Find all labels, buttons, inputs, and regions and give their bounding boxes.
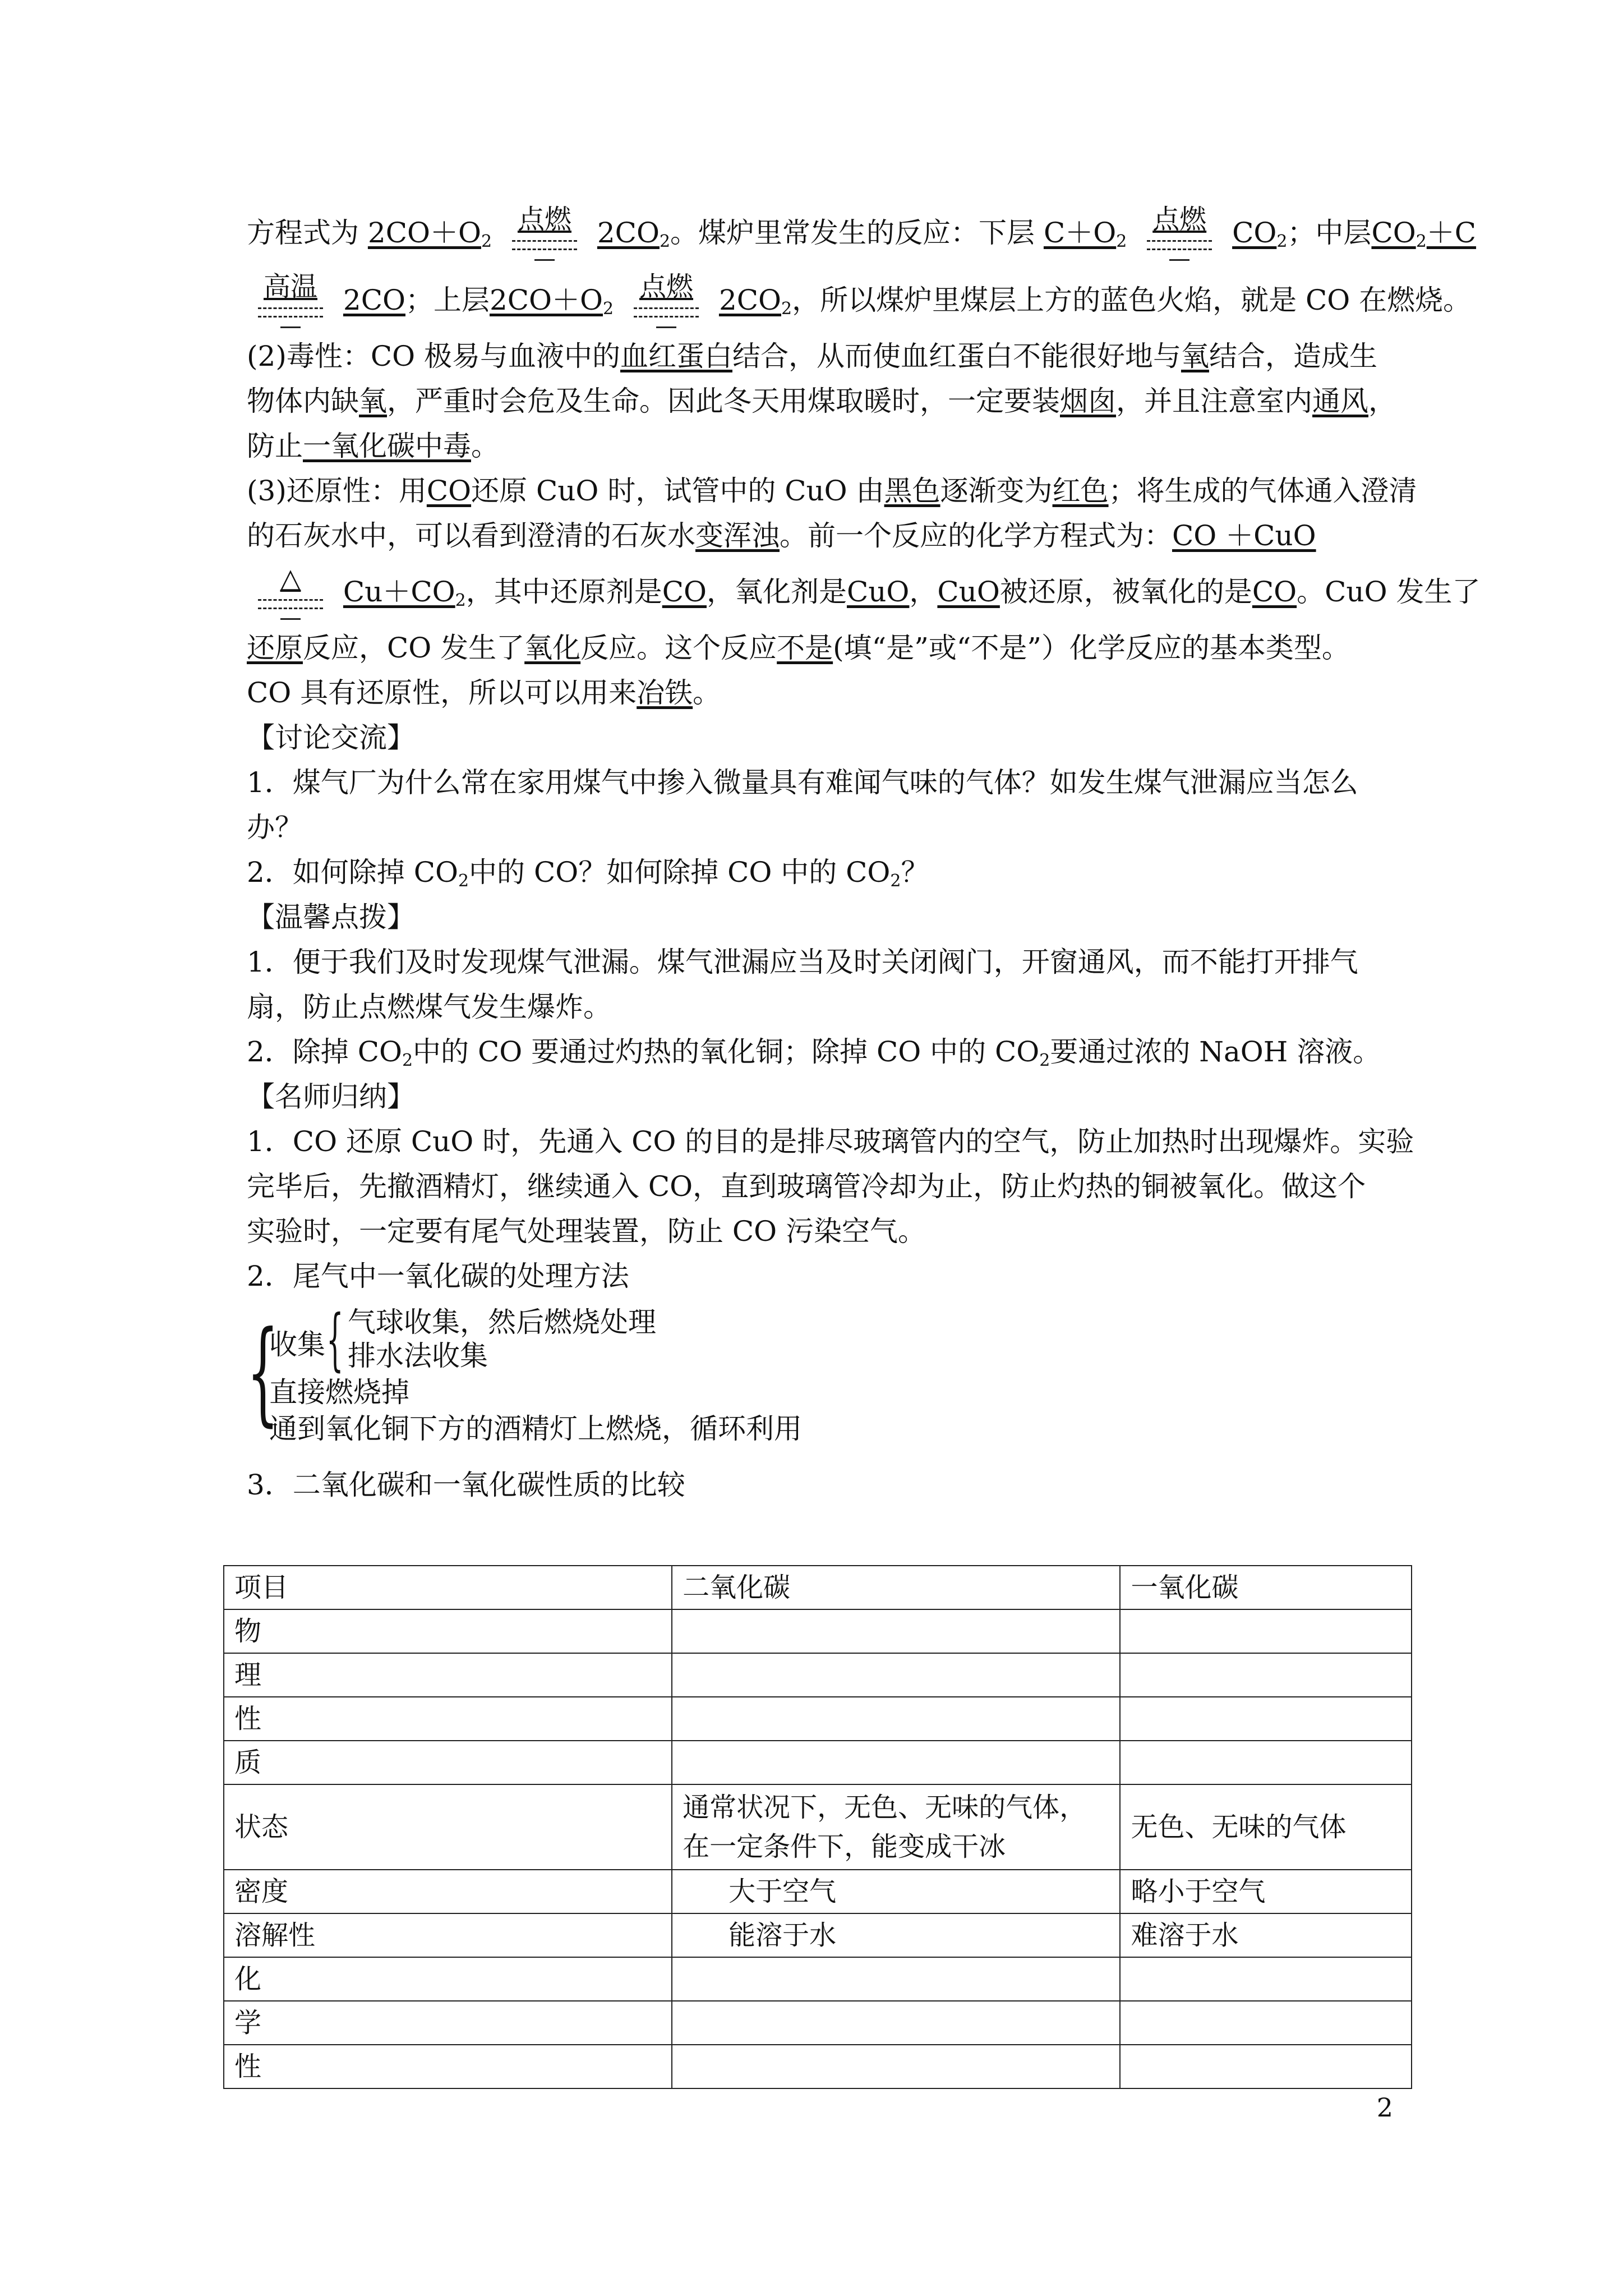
table-cell bbox=[672, 2045, 1120, 2088]
condition-ignite: 点燃 bbox=[511, 210, 578, 260]
brace-item-balloon: 气球收集，然后燃烧处理 bbox=[348, 1306, 656, 1338]
summary-heading: 【名师归纳】 bbox=[247, 1080, 415, 1113]
table-row bbox=[224, 1913, 1412, 1957]
text: 。煤炉里常发生的反应：下层 bbox=[670, 217, 1035, 249]
equation-underline: $2CO+O_2$ bbox=[489, 284, 614, 319]
discuss-heading: 【讨论交流】 bbox=[247, 721, 415, 754]
toxicity-line-1: (2)毒性：CO 极易与血液中的血红蛋白结合，从而使血红蛋白不能很好地与氧结合，造成生 bbox=[247, 340, 1377, 372]
comparison-table bbox=[223, 1565, 1412, 2089]
reduction-line-3: △ $Cu+CO_2$，其中还原剂是CO，氧化剂是CuO，CuO被还原，被氧化的是CO。CuO 发生了 bbox=[247, 558, 1391, 625]
equation-underline: $2CO_2$ bbox=[597, 217, 671, 251]
table-cell: 状态 bbox=[224, 1784, 672, 1870]
text: ，所以煤炉里煤层上方的蓝色火焰，就是 CO 在燃烧。 bbox=[792, 284, 1472, 316]
table-cell bbox=[672, 1957, 1120, 2001]
text: ；中层 bbox=[1287, 217, 1372, 249]
table-row bbox=[224, 1653, 1412, 1697]
table-cell bbox=[672, 2001, 1120, 2045]
table-cell: 性 bbox=[224, 2045, 672, 2088]
summary-item-1-cont2: 实验时，一定要有尾气处理装置，防止 CO 污染空气。 bbox=[247, 1215, 926, 1248]
table-cell: 化 bbox=[224, 1957, 672, 2001]
table-cell: 物 bbox=[224, 1609, 672, 1653]
table-cell bbox=[1120, 2001, 1412, 2045]
reduction-line-1: (3)还原性：用CO还原 CuO 时，试管中的 CuO 由黑色逐渐变为红色；将生成的气体通入澄清 bbox=[247, 475, 1417, 507]
discuss-item-1-cont: 办？ bbox=[247, 811, 303, 844]
table-cell: 通常状况下，无色、无味的气体，在一定条件下，能变成干冰 bbox=[672, 1784, 1120, 1870]
table-cell bbox=[1120, 2045, 1412, 2088]
table-header-row bbox=[224, 1566, 1412, 1609]
reduction-line-2: 的石灰水中，可以看到澄清的石灰水变浑浊。前一个反应的化学方程式为：CO ＋CuO bbox=[247, 519, 1316, 552]
equation-underline: $CO_2+C$ bbox=[1371, 217, 1477, 251]
table-header-cell: 项目 bbox=[224, 1566, 672, 1609]
equation-underline: $C+O_2$ bbox=[1043, 217, 1127, 251]
inner-brace-icon: { bbox=[326, 1301, 344, 1379]
equation-underline: $Cu+CO_2$ bbox=[343, 576, 466, 610]
table-cell bbox=[1120, 1957, 1412, 2001]
table-header-cell: 二氧化碳 bbox=[672, 1566, 1120, 1609]
table-header-cell: 一氧化碳 bbox=[1120, 1566, 1412, 1609]
page-number: 2 bbox=[1376, 2092, 1393, 2123]
toxicity-line-2: 物体内缺氧，严重时会危及生命。因此冬天用煤取暖时，一定要装烟囱，并且注意室内通风， bbox=[247, 385, 1396, 417]
text: ；上层 bbox=[405, 284, 490, 316]
discuss-item-2: 2．如何除掉 $CO_2$中的 CO？如何除掉 CO 中的 $CO_2$？ bbox=[247, 856, 929, 891]
table-cell: 学 bbox=[224, 2001, 672, 2045]
discuss-item-1: 1．煤气厂为什么常在家用煤气中掺入微量具有难闻气味的气体？如发生煤气泄漏应当怎么 bbox=[247, 766, 1358, 799]
table-row bbox=[224, 1697, 1412, 1741]
condition-ignite: 点燃 bbox=[1146, 210, 1213, 260]
equation-underline: $2CO+O_2$ bbox=[367, 217, 492, 251]
document-body bbox=[247, 199, 1481, 1507]
summary-item-1-cont: 完毕后，先撤酒精灯，继续通入 CO，直到玻璃管冷却为止，防止灼热的铜被氧化。做这个 bbox=[247, 1170, 1366, 1203]
table-row bbox=[224, 2001, 1412, 2045]
text: 方程式为 bbox=[247, 217, 359, 249]
table-cell bbox=[672, 1741, 1120, 1784]
table-cell: 密度 bbox=[224, 1870, 672, 1913]
summary-item-3: 3．二氧化碳和一氧化碳性质的比较 bbox=[247, 1469, 685, 1501]
table-row bbox=[224, 2045, 1412, 2088]
table-row bbox=[224, 1609, 1412, 1653]
table-row bbox=[224, 1784, 1412, 1870]
table-cell bbox=[1120, 1609, 1412, 1653]
equation-line-1 bbox=[247, 199, 1477, 266]
table-row bbox=[224, 1741, 1412, 1784]
equation-line-2 bbox=[247, 266, 1472, 334]
table-cell bbox=[1120, 1653, 1412, 1697]
table-cell bbox=[1120, 1741, 1412, 1784]
table-cell: 大于空气 bbox=[672, 1870, 1120, 1913]
summary-item-2: 2．尾气中一氧化碳的处理方法 bbox=[247, 1260, 629, 1292]
table-cell: 性 bbox=[224, 1697, 672, 1741]
summary-item-1: 1．CO 还原 CuO 时，先通入 CO 的目的是排尽玻璃管内的空气，防止加热时出现爆炸。实验 bbox=[247, 1125, 1414, 1158]
equation-underline: $2CO_2$ bbox=[718, 284, 792, 319]
table-cell: 溶解性 bbox=[224, 1913, 672, 1957]
table-cell: 略小于空气 bbox=[1120, 1870, 1412, 1913]
table-cell: 能溶于水 bbox=[672, 1913, 1120, 1957]
table-cell: 难溶于水 bbox=[1120, 1913, 1412, 1957]
table-cell bbox=[1120, 1697, 1412, 1741]
brace-item-burn: 直接燃烧掉 bbox=[269, 1376, 409, 1409]
table-cell: 质 bbox=[224, 1741, 672, 1784]
tips-item-1-cont: 扇，防止点燃煤气发生爆炸。 bbox=[247, 991, 611, 1023]
table-cell: 无色、无味的气体 bbox=[1120, 1784, 1412, 1870]
tips-item-2: 2．除掉 $CO_2$中的 CO 要通过灼热的氧化铜；除掉 CO 中的 $CO_2$要通过浓的 NaOH 溶液。 bbox=[247, 1036, 1381, 1070]
table-cell bbox=[672, 1609, 1120, 1653]
disposal-methods-brace bbox=[247, 1301, 1391, 1457]
table-row bbox=[224, 1870, 1412, 1913]
table-cell bbox=[672, 1653, 1120, 1697]
table-cell: 理 bbox=[224, 1653, 672, 1697]
brace-collect-label: 收集 bbox=[269, 1328, 325, 1361]
tips-item-1: 1．便于我们及时发现煤气泄漏。煤气泄漏应当及时关闭阀门，开窗通风，而不能打开排气 bbox=[247, 946, 1358, 978]
outer-brace-icon: { bbox=[247, 1307, 279, 1438]
brace-item-water: 排水法收集 bbox=[348, 1340, 488, 1372]
table-row bbox=[224, 1957, 1412, 2001]
equation-underline: 2CO bbox=[343, 284, 405, 316]
reduction-line-5: CO 具有还原性，所以可以用来冶铁。 bbox=[247, 677, 721, 709]
tips-heading: 【温馨点拨】 bbox=[247, 901, 415, 933]
condition-heat: △ bbox=[257, 569, 324, 619]
equation-underline: $CO_2$ bbox=[1232, 217, 1288, 251]
toxicity-line-3: 防止一氧化碳中毒。 bbox=[247, 430, 499, 462]
table-cell bbox=[672, 1697, 1120, 1741]
brace-item-lamp: 通到氧化铜下方的酒精灯上燃烧，循环利用 bbox=[269, 1412, 802, 1445]
condition-ignite: 点燃 bbox=[633, 277, 700, 328]
condition-high-temp: 高温 bbox=[257, 277, 324, 328]
reduction-line-4: 还原反应，CO 发生了氧化反应。这个反应不是(填“是”或“不是”）化学反应的基本类型。 bbox=[247, 632, 1350, 664]
